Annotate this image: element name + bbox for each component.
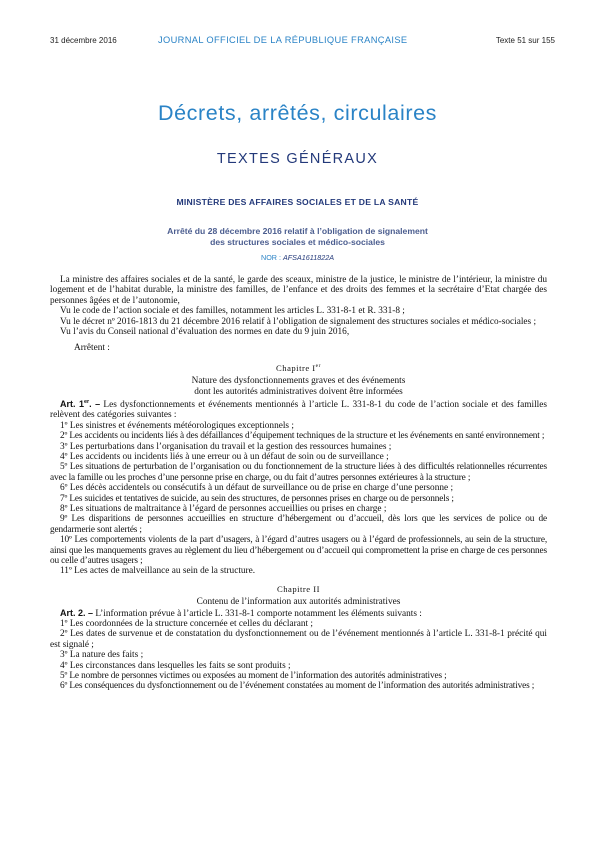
article-1-item: 8º Les situations de maltraitance à l’égard de personnes accueillies ou prises en charge ; — [60, 503, 387, 514]
article-1-item: 4º Les accidents ou incidents liés à une erreur ou à un défaut de soin ou de surveillance ; — [60, 451, 389, 462]
article-1-item: 7º Les suicides et tentatives de suicide, au sein des structures, de personnes prises en charge ou de personnels ; — [60, 493, 454, 504]
document-body — [50, 275, 547, 692]
article-1-item: 9º Les disparitions de personnes accueillies en structure d’hébergement ou d’accueil, dès lors que les services de police ou de gendarmerie sont alertés ; — [50, 514, 547, 535]
page-header — [50, 36, 555, 48]
article-2-intro — [50, 608, 547, 619]
article-1-label-end: . – — [89, 398, 101, 409]
journal-name: JOURNAL OFFICIEL DE LA RÉPUBLIQUE FRANÇAISE — [158, 35, 408, 45]
article-1-label — [60, 399, 100, 409]
chapter-1-title-line-1: Nature des dysfonctionnements graves et des événements — [191, 376, 406, 387]
article-1-item: 10º Les comportements violents de la part d’usagers, à l’égard d’autres usagers ou à l’égard de professionnels, au sein de la structure, ainsi que les manquements graves au règlement du lieu d’hébergement ou d’accueil qui compromettent la prise en charge de ces personnes ou celle d’autres usagers ; — [50, 535, 547, 567]
chapter-2-label: Chapitre II — [277, 583, 320, 594]
article-2-item: 4º Les circonstances dans lesquelles les faits se sont produits ; — [60, 660, 291, 671]
header-date: 31 décembre 2016 — [50, 36, 117, 45]
article-2-text: L’information prévue à l’article L. 331-8-1 comporte notamment les éléments suivants : — [95, 608, 422, 619]
article-2-label: Art. 2. – — [60, 607, 94, 618]
article-2-item: 5º Le nombre de personnes victimes ou exposées au moment de l’information des autorités administratives ; — [60, 671, 447, 682]
ministry-name: MINISTÈRE DES AFFAIRES SOCIALES ET DE LA SANTÉ — [176, 197, 419, 207]
article-1-label-text: Art. 1 — [60, 398, 84, 409]
article-2-item: 6º Les conséquences du dysfonctionnement ou de l’événement constatées au moment de l’information des autorités administratives ; — [60, 681, 535, 692]
chapter-2-title: Contenu de l’information aux autorités administratives — [196, 597, 401, 608]
section-subtitle: TEXTES GÉNÉRAUX — [216, 151, 379, 167]
article-2-item: 1º Les coordonnées de la structure concernée et celles du déclarant ; — [60, 619, 314, 630]
article-1-item: 11º Les actes de malveillance au sein de la structure. — [60, 566, 256, 577]
article-1-item: 1º Les sinistres et événements météorologiques exceptionnels ; — [60, 420, 294, 431]
arrete-title-line-1: Arrêté du 28 décembre 2016 relatif à l’obligation de signalement — [167, 226, 428, 236]
arretent-line: Arrêtent : — [74, 343, 110, 354]
preamble-paragraph: Vu l’avis du Conseil national d’évaluation des normes en date du 9 juin 2016, — [60, 327, 350, 338]
section-title: Décrets, arrêtés, circulaires — [157, 101, 438, 125]
chapter-1-label-text: Chapitre I — [276, 362, 316, 373]
preamble-paragraph: La ministre des affaires sociales et de la santé, le garde des sceaux, ministre de la justice, le ministre de l’intérieur, la ministre du logement et de l’habitat durable, la ministre des familles, de l’enfance et des droits des femmes et la secrétaire d’Etat chargée des personnes âgées et de l’autonomie, — [50, 275, 547, 306]
article-1-item: 5º Les situations de perturbation de l’organisation ou du fonctionnement de la structure liées à des difficultés relationnelles récurrentes avec la famille ou les proches d’une personne prise en charge, ou du fait d’autres personnes extérieures à la structure ; — [50, 462, 547, 483]
article-2-item: 2º Les dates de survenue et de constatation du dysfonctionnement ou de l’événement mentionnés à l’article L. 331-8-1 précité qui est signalé ; — [50, 629, 547, 650]
chapter-1-title-line-2: dont les autorités administratives doivent être informées — [194, 386, 403, 397]
text-counter: Texte 51 sur 155 — [495, 36, 555, 45]
preamble-paragraph: Vu le code de l’action sociale et des familles, notamment les articles L. 331-8-1 et R. 331-8 ; — [60, 306, 405, 317]
article-1-text: Les dysfonctionnements et événements mentionnés à l’article L. 331-8-1 du code de l’action sociale et des familles relèvent des catégories suivantes : — [50, 399, 547, 421]
article-1-item: 6º Les décès accidentels ou consécutifs à un défaut de surveillance ou de prise en charge d’une personne ; — [60, 483, 454, 494]
chapter-1-title — [50, 376, 547, 397]
article-1-item: 3º Les perturbations dans l’organisation du travail et la gestion des ressources humaines ; — [60, 441, 392, 452]
chapter-1-label — [50, 361, 547, 373]
arrete-title — [0, 226, 595, 247]
article-1-item: 2º Les accidents ou incidents liés à des défaillances d’équipement techniques de la structure et les événements en santé environnement ; — [60, 431, 545, 442]
nor-label: NOR : — [261, 253, 281, 262]
article-1-intro — [50, 397, 547, 421]
nor-value: AFSA1611822A — [282, 253, 334, 262]
arrete-title-line-2: des structures sociales et médico-sociales — [210, 236, 385, 247]
article-1-label-sup: er — [83, 398, 90, 405]
preamble-paragraph: Vu le décret nº 2016-1813 du 21 décembre 2016 relatif à l’obligation de signalement des structures sociales et médico-sociales ; — [60, 316, 537, 327]
chapter-1-label-sup: er — [315, 362, 321, 369]
article-2-item: 3º La nature des faits ; — [60, 650, 144, 661]
nor-reference — [0, 253, 595, 262]
